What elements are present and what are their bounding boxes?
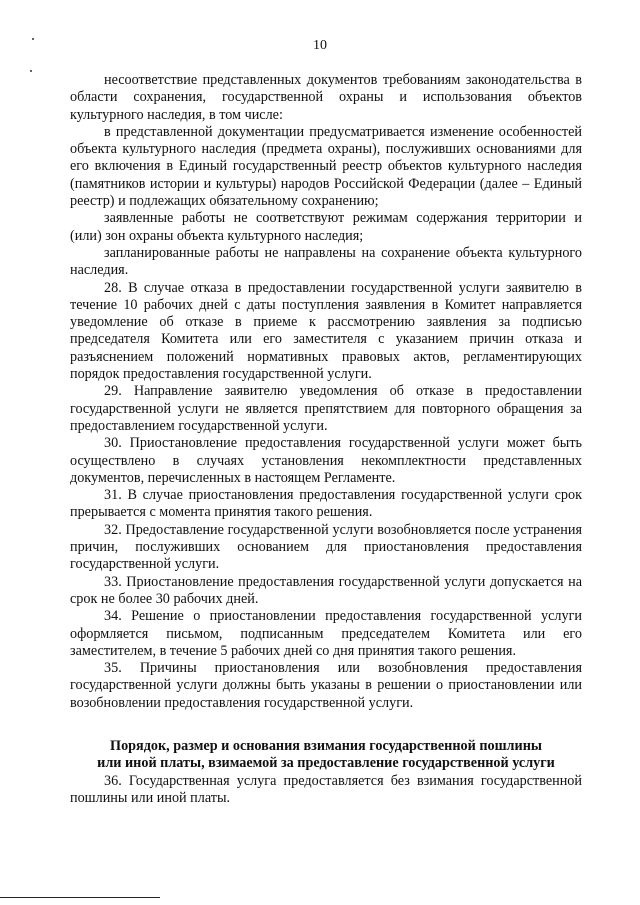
- scan-speck: [30, 70, 32, 72]
- paragraph: в представленной документации предусматривается изменение особенностей объекта культурного наследия (предмета охраны), послуживших основаниями для его включения в Единый государственный реестр объектов культурного наследия (памятников истории и культуры) народов Российской Федерации (далее – Единый реестр) и подлежащих обязательному сохранению;: [70, 123, 582, 210]
- paragraph: 28. В случае отказа в предоставлении государственной услуги заявителю в течение 10 рабочих дней с даты поступления заявления в Комитет направляется уведомление об отказе в приеме к рассмотрению заявления за подписью председателя Комитета или его заместителя с указанием причин отказа и разъяснением положений нормативных правовых актов, регламентирующих порядок предоставления государственной услуги.: [70, 279, 582, 383]
- document-body: [70, 72, 582, 807]
- section-heading: [70, 738, 582, 773]
- footnote-divider: [0, 897, 160, 898]
- paragraph: заявленные работы не соответствуют режимам содержания территории и (или) зон охраны объекта культурного наследия;: [70, 210, 582, 244]
- paragraph: 30. Приостановление предоставления государственной услуги может быть осуществлено в случаях установления некомплектности представленных документов, перечисленных в настоящем Регламенте.: [70, 435, 582, 486]
- paragraph: 33. Приостановление предоставления государственной услуги допускается на срок не более 30 рабочих дней.: [70, 573, 582, 607]
- section-heading-line: Порядок, размер и основания взимания государственной пошлины: [110, 737, 542, 754]
- paragraph: 36. Государственная услуга предоставляется без взимания государственной пошлины или иной платы.: [70, 772, 582, 806]
- paragraph: 35. Причины приостановления или возобновления предоставления государственной услуги должны быть указаны в решении о приостановлении или возобновлении предоставления государственной услуги.: [70, 660, 582, 711]
- paragraph: запланированные работы не направлены на сохранение объекта культурного наследия.: [70, 244, 582, 279]
- paragraph: несоответствие представленных документов требованиям законодательства в области сохранения, государственной охраны и использования объектов культурного наследия, в том числе:: [70, 72, 582, 123]
- page-number: 10: [313, 38, 327, 53]
- paragraph: 31. В случае приостановления предоставления государственной услуги срок прерывается с момента принятия такого решения.: [70, 487, 582, 521]
- section-heading-line: или иной платы, взимаемой за предоставление государственной услуги: [97, 755, 555, 772]
- paragraph: 34. Решение о приостановлении предоставления государственной услуги оформляется письмом, подписанным председателем Комитета или его заместителем, в течение 5 рабочих дней со дня принятия такого решения.: [70, 608, 582, 659]
- paragraph: 32. Предоставление государственной услуги возобновляется после устранения причин, послуживших основанием для приостановления предоставления государственной услуги.: [70, 521, 582, 573]
- paragraph: 29. Направление заявителю уведомления об отказе в предоставлении государственной услуги не является препятствием для повторного обращения за предоставлением государственной услуги.: [70, 383, 582, 434]
